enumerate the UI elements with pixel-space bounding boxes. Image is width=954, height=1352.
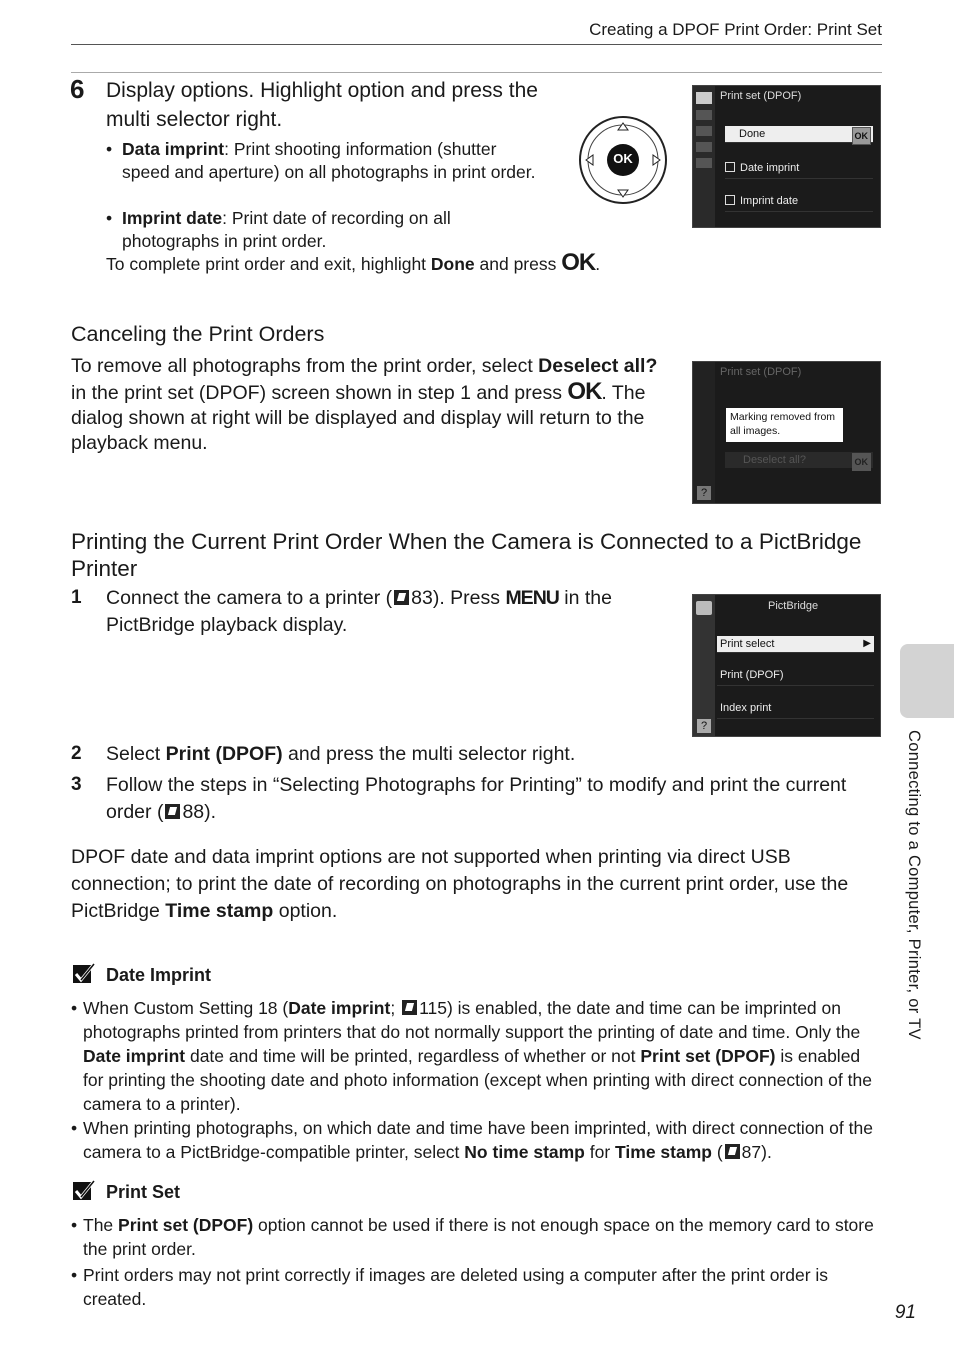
ok-icon: OK xyxy=(561,249,596,276)
pictbridge-icon xyxy=(696,601,712,615)
camera-screen-pictbridge xyxy=(692,594,881,737)
arrow-right-icon: ▶ xyxy=(863,638,871,649)
menu-item-imprint-date: Imprint date xyxy=(725,191,873,212)
screen-sidebar xyxy=(693,362,715,503)
complete-instruction: To complete print order and exit, highlight Done and press OK. xyxy=(106,249,601,276)
header-rule xyxy=(71,44,882,45)
note-heading: Date Imprint xyxy=(106,965,212,985)
step-2-text: Select Print (DPOF) and press the multi selector right. xyxy=(106,743,576,765)
check-note-icon xyxy=(72,1179,96,1203)
dialog-box: Marking removed from all images. xyxy=(726,408,843,442)
menu-item-index-print: Index print xyxy=(717,698,874,719)
screen-sidebar xyxy=(693,86,715,227)
checkbox-icon xyxy=(725,195,735,205)
step-number: 2 xyxy=(71,743,82,764)
menu-item-date-imprint: Date imprint xyxy=(725,158,873,179)
section-rule xyxy=(71,72,882,73)
menu-button-icon: MENU xyxy=(505,587,559,609)
ok-badge: OK xyxy=(852,127,872,145)
dpof-paragraph: DPOF date and data imprint options are not supported when printing via direct USB connection; to print the date of recording on photographs in the current print order, use the PictBridge Time stamp option. xyxy=(71,846,849,922)
page-number: 91 xyxy=(894,1302,916,1323)
reference-icon xyxy=(165,804,180,819)
camera-screen-deselect xyxy=(692,361,881,504)
note-heading: Print Set xyxy=(106,1182,181,1202)
note-bullet: • When Custom Setting 18 (Date imprint; 115) is enabled, the date and time can be imprinted on photographs printed from printers that do not normally support the printing of date and time. Only the Date imprint date and time will be printed, regardless of whether or not Print set (DPOF) is enabled for printing the shooting date and photo information (except when printing with direct connection of the camera to a printer). xyxy=(71,998,872,1114)
ok-icon: OK xyxy=(567,378,602,405)
menu-item-print-select: Print select ▶ xyxy=(717,636,874,653)
cancel-paragraph: To remove all photographs from the print order, select Deselect all? in the print set (DPOF) screen shown in step 1 and press OK. The dialog shown at right will be displayed and display will return to the playback menu. xyxy=(71,355,658,454)
screen-title: PictBridge xyxy=(768,600,819,612)
menu-item-print-dpof: Print (DPOF) xyxy=(717,665,874,686)
section-heading: Canceling the Print Orders xyxy=(71,322,325,346)
screen-title: Print set (DPOF) xyxy=(720,366,802,378)
step-number: 6 xyxy=(70,74,85,104)
check-note-icon xyxy=(72,962,96,986)
step-number: 1 xyxy=(71,587,82,608)
menu-item-deselect: Deselect all? OK xyxy=(725,452,873,468)
note-bullet: • When printing photographs, on which date and time have been imprinted, with direct connection of the camera to a PictBridge-compatible printer, select No time stamp for Time stamp ( 87). xyxy=(71,1118,873,1162)
step-title: Display options. Highlight option and press the multi selector right. xyxy=(106,79,538,131)
help-icon: ? xyxy=(697,719,711,733)
step-number: 3 xyxy=(71,774,82,795)
help-icon: ? xyxy=(697,486,711,500)
camera-icon xyxy=(696,110,712,120)
chapter-label: Connecting to a Computer, Printer, or TV xyxy=(905,730,923,1040)
bullet-data-imprint: • Data imprint: Print shooting information (shutter speed and aperture) on all photographs in print order. xyxy=(106,139,536,182)
chapter-tab xyxy=(900,644,954,718)
section-heading: Printing the Current Print Order When the Camera is Connected to a PictBridge Printer xyxy=(71,529,862,581)
step-1-text: Connect the camera to a printer ( 83). Press MENU in the PictBridge playback display. xyxy=(106,587,612,636)
running-header: Creating a DPOF Print Order: Print Set xyxy=(589,20,882,39)
menu-item-done: Done OK xyxy=(725,126,873,143)
ok-badge: OK xyxy=(852,453,872,471)
camera-screen-print-set xyxy=(692,85,881,228)
retouch-icon xyxy=(696,158,712,168)
dial-ok-label: OK xyxy=(613,151,633,166)
note-bullet: • The Print set (DPOF) option cannot be used if there is not enough space on the memory card to store the print order. xyxy=(71,1215,874,1259)
reference-icon xyxy=(394,590,409,605)
step-3-text: Follow the steps in “Selecting Photographs for Printing” to modify and print the current order ( 88). xyxy=(106,774,847,823)
reference-icon xyxy=(402,1000,417,1015)
reference-icon xyxy=(725,1144,740,1159)
screen-sidebar xyxy=(693,595,715,736)
pencil-icon xyxy=(696,126,712,136)
screen-title: Print set (DPOF) xyxy=(720,90,802,102)
checkbox-icon xyxy=(725,162,735,172)
playback-icon xyxy=(696,92,712,104)
bullet-imprint-date: • Imprint date: Print date of recording on all photographs in print order. xyxy=(106,208,451,251)
note-bullet: • Print orders may not print correctly if images are deleted using a computer after the print order is created. xyxy=(71,1265,829,1309)
wrench-icon xyxy=(696,142,712,152)
